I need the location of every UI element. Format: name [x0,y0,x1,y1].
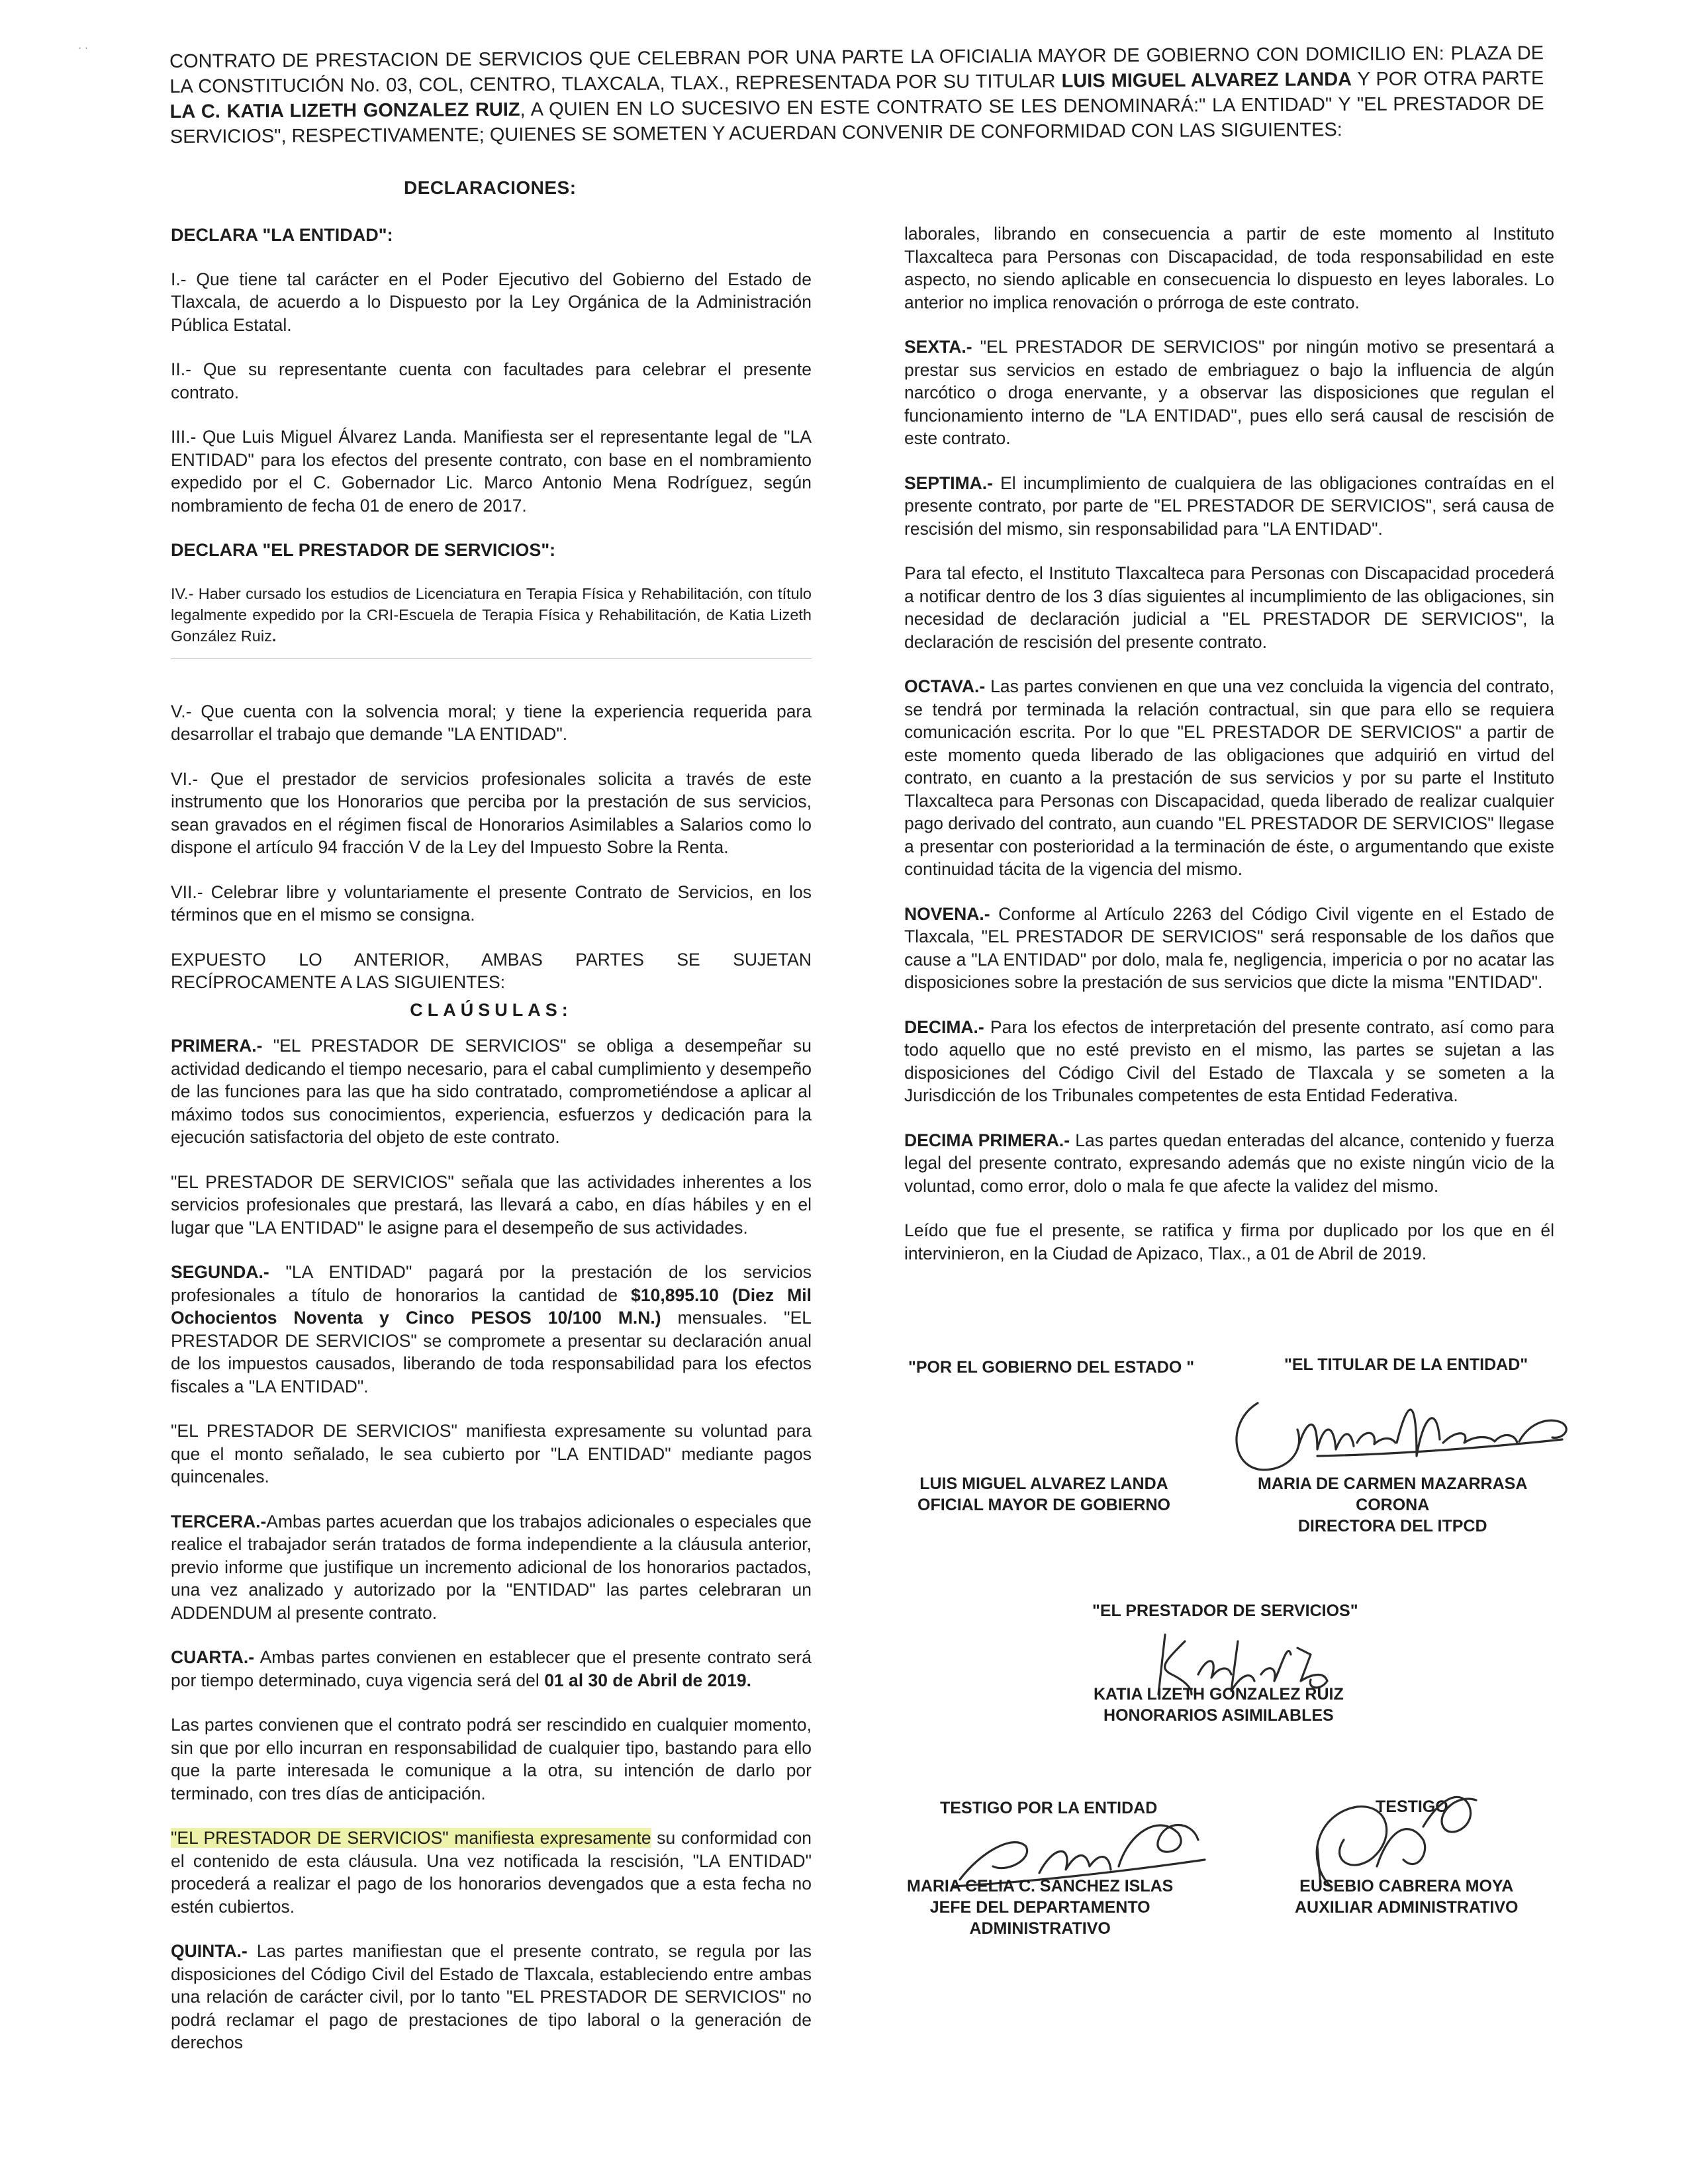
clause-decima-primera-text: Las partes quedan enteradas del alcance, contenido y fuerza legal del presente contrato, expresando además que no existe ningún vicio de la voluntad, como error, dolo o mala fe que afecte la validez del mismo. [904,1130,1554,1196]
clause-novena-text: Conforme al Artículo 2263 del Código Civil vigente en el Estado de Tlaxcala, "EL PRESTADOR DE SERVICIOS" será responsable de los daños que cause a "LA ENTIDAD" por dolo, mala fe, negligencia, impericia o por no acatar las disposiciones sobre la prestación de sus servicios que dicte la misma "ENTIDAD". [904,903,1554,992]
clause-tercera-text: Ambas partes acuerdan que los trabajos adicionales o especiales que realice el trabajador serán tratados de forma independiente a la cláusula anterior, previo informe que justifique un incremento adicional de los honorarios pactados, una vez analizado y autorizado por la "ENTIDAD" las partes celebraran un ADDENDUM al presente contrato. [171,1511,812,1623]
sig-block-titular [1258,1473,1527,1537]
clause-primera [171,1034,812,1149]
sig-gobierno-role: OFICIAL MAYOR DE GOBIERNO [917,1496,1170,1514]
clause-decima-primera [904,1129,1554,1198]
clause-sexta-heading: SEXTA.- [904,337,972,357]
scan-mark: · · [78,42,89,54]
left-column [171,224,812,2076]
clause-cuarta-3-text: su conformidad con el contenido de esta cláusula. Una vez notificada la rescisión, "LA ENTIDAD" procederá a realizar el pago de los honorarios devengados que a esta fecha no estén cubiertos. [171,1828,812,1917]
clause-octava-heading: OCTAVA.- [904,676,986,696]
heading-declara-entidad: DECLARA "LA ENTIDAD": [171,225,393,245]
clause-septima-text: El incumplimiento de cualquiera de las obligaciones contraídas en el presente contrato, por parte de "EL PRESTADOR DE SERVICIOS", será causa de rescisión del mismo, sin responsabilidad para "LA ENTIDAD". [904,473,1554,539]
declaration-v: V.- Que cuenta con la solvencia moral; y tiene la experiencia requerida para desarrollar el trabajo que demande "LA ENTIDAD". [171,701,812,744]
clause-octava [904,675,1554,881]
clause-tercera [171,1510,812,1625]
clause-quinta [171,1940,812,2054]
clause-primera-heading: PRIMERA.- [171,1036,263,1056]
sig-block-testigo-entidad [907,1876,1173,1939]
sig-testigo2-role: AUXILIAR ADMINISTRATIVO [1295,1898,1519,1917]
sig-label-gobierno: "POR EL GOBIERNO DEL ESTADO " [908,1358,1195,1377]
declaration-ii: II.- Que su representante cuenta con facultades para celebrar el presente contrato. [171,359,812,402]
clause-segunda-2: "EL PRESTADOR DE SERVICIOS" manifiesta expresamente su voluntad para que el monto señalado, le sea cubierto por "LA ENTIDAD" mediante pagos quincenales. [171,1421,812,1486]
clause-quinta-continued: laborales, librando en consecuencia a partir de este momento al Instituto Tlaxcalteca para Personas con Discapacidad, de toda responsabilidad en este aspecto, no siendo aplicable en consecuencia lo dispuesto en leyes laborales. Lo anterior no implica renovación o prórroga de este contrato. [904,224,1554,312]
sig-titular-name-1: MARIA DE CARMEN MAZARRASA [1258,1475,1528,1493]
sig-label-testigo-entidad: TESTIGO POR LA ENTIDAD [940,1799,1158,1817]
clause-cuarta-dates: 01 al 30 de Abril de 2019. [544,1670,751,1690]
clause-novena [904,903,1554,994]
sig-label-prestador: "EL PRESTADOR DE SERVICIOS" [1092,1602,1358,1620]
declaration-i: I.- Que tiene tal carácter en el Poder Ejecutivo del Gobierno del Estado de Tlaxcala, de acuerdo a lo Dispuesto por la Ley Orgánica de la Administración Pública Estatal. [171,269,812,335]
declaration-iv-end: . [271,627,277,645]
clause-segunda [171,1261,812,1398]
right-column [904,222,1554,1287]
clause-cuarta-heading: CUARTA.- [171,1647,255,1667]
clause-decima-text: Para los efectos de interpretación del presente contrato, así como para todo aquello que no esté previsto en el mismo, las partes se sujetan a las disposiciones del Código Civil del Estado de Tlaxcala y se someten a la Jurisdicción de los Tribunales competentes de esta Entidad Federativa. [904,1017,1554,1105]
clause-novena-heading: NOVENA.- [904,903,990,924]
sig-testigo1-role-2: ADMINISTRATIVO [969,1919,1111,1938]
sig-block-testigo [1295,1876,1519,1918]
sig-titular-name-2: CORONA [1356,1496,1430,1514]
header-text-2: Y POR OTRA PARTE [1351,68,1544,91]
clause-primera-2: "EL PRESTADOR DE SERVICIOS" señala que las actividades inherentes a los servicios profesionales que prestará, las llevará a cabo, en días hábiles y en el lugar que "LA ENTIDAD" le asigne para el desempeño de sus actividades. [171,1171,812,1238]
clause-sexta-text: "EL PRESTADOR DE SERVICIOS" por ningún motivo se presentará a prestar sus servicios en estado de embriaguez o bajo la influencia de algún narcótico o droga enervante, y a observar las disposiciones que regulan el funcionamiento interno de "LA ENTIDAD", pues ello será causal de rescisión de este contrato. [904,337,1554,448]
clause-decima-heading: DECIMA.- [904,1017,984,1037]
clause-tercera-heading: TERCERA.- [171,1511,267,1531]
clausulas-title: CLAÚSULAS: [410,999,573,1020]
clause-quinta-heading: QUINTA.- [171,1941,248,1961]
declaraciones-title: DECLARACIONES: [404,177,577,198]
declaration-vii: VII.- Celebrar libre y voluntariamente el presente Contrato de Servicios, en los términos que en el mismo se consigna. [171,882,812,925]
sig-prestador-role: HONORARIOS ASIMILABLES [1103,1706,1334,1725]
clause-septima-2: Para tal efecto, el Instituto Tlaxcalteca para Personas con Discapacidad procederá a notificar dentro de los 3 días siguientes al incumplimiento de las obligaciones, sin necesidad de declaración judicial a "EL PRESTADOR DE SERVICIOS", la declaración de rescisión del presente contrato. [904,563,1554,652]
sig-block-gobierno [917,1473,1170,1516]
clause-primera-text: "EL PRESTADOR DE SERVICIOS" se obliga a desempeñar su actividad dedicando el tiempo necesario, para el cabal cumplimiento y desempeño de las funciones para las que ha sido contratado, comprometiéndose a aplicar al máximo todos sus conocimientos, experiencia, esfuerzos y dedicación para la ejecución satisfactoria del objeto de este contrato. [171,1036,812,1147]
clause-segunda-heading: SEGUNDA.- [171,1262,269,1282]
clause-cuarta-3 [171,1827,812,1918]
declaration-iv-text: IV.- Haber cursado los estudios de Licenciatura en Terapia Física y Rehabilitación, con título legalmente expedido por la CRI-Escuela de Terapia Física y Rehabilitación, de Katia Lizeth González Ruiz [171,584,812,645]
clause-segunda-amount: $10,895.10 (Diez Mil Ochocientos Noventa y Cinco PESOS 10/100 M.N.) [171,1285,812,1328]
clause-decima-primera-heading: DECIMA PRIMERA.- [904,1130,1070,1150]
sig-label-testigo: TESTIGO [1376,1797,1448,1816]
contract-header [169,40,1544,150]
closing-statement: Leído que fue el presente, se ratifica y firma por duplicado por los que en él intervinieron, en la Ciudad de Apizaco, Tlax., a 01 de Abril de 2019. [904,1220,1554,1263]
expuesto-text: EXPUESTO LO ANTERIOR, AMBAS PARTES SE SUJETAN RECÍPROCAMENTE A LAS SIGUIENTES: [171,949,812,992]
clause-sexta [904,336,1554,450]
clause-segunda-text-b: mensuales. "EL PRESTADOR DE SERVICIOS" se compromete a presentar su declaración anual de los impuestos causados, liberando de toda responsabilidad para los efectos fiscales a "LA ENTIDAD". [171,1308,812,1396]
clause-decima [904,1016,1554,1107]
sig-titular-role: DIRECTORA DEL ITPCD [1297,1517,1487,1535]
clause-cuarta-2: Las partes convienen que el contrato podrá ser rescindido en cualquier momento, sin que por ello incurran en responsabilidad de cualquier tipo, bastando para ello que la parte interesada le comunique a la otra, su intención de darlo por terminado, con tres días de anticipación. [171,1715,812,1803]
clause-septima-heading: SEPTIMA.- [904,473,993,493]
declaration-iii: III.- Que Luis Miguel Álvarez Landa. Manifiesta ser el representante legal de "LA ENTIDAD" para los efectos del presente contrato, con base en el nombramiento expedido por el C. Gobernador Lic. Marco Antonio Mena Rodríguez, según nombramiento de fecha 01 de enero de 2017. [171,427,812,516]
clause-cuarta-text: Ambas partes convienen en establecer que el presente contrato será por tiempo determinado, cuya vigencia será del [171,1647,812,1690]
clause-segunda-text-a: "LA ENTIDAD" pagará por la prestación de los servicios profesionales a título de honorarios la cantidad de [171,1262,812,1305]
sig-testigo2-name: EUSEBIO CABRERA MOYA [1299,1877,1514,1895]
clause-quinta-text: Las partes manifiestan que el presente contrato, se regula por las disposiciones del Código Civil del Estado de Tlaxcala, estableciendo entre ambas una relación de carácter civil, por lo tanto "EL PRESTADOR DE SERVICIOS" no podrá reclamar el pago de prestaciones de tipo laboral o la generación de derechos [171,1941,812,2052]
heading-declara-prestador: DECLARA "EL PRESTADOR DE SERVICIOS": [171,540,556,560]
header-text-1: CONTRATO DE PRESTACION DE SERVICIOS QUE CELEBRAN POR UNA PARTE LA OFICIALIA MAYOR DE GOBIERNO CON DOMICILIO EN: PLAZA DE LA CONSTITUCIÓN No. 03, COL, CENTRO, TLAXCALA, TLAX., REPRESENTADA POR SU TITULAR [169,42,1544,97]
clause-octava-text: Las partes convienen en que una vez concluida la vigencia del contrato, se tendrá por terminada la relación contractual, sin que para ello se requiera comunicación escrita. Por lo que "EL PRESTADOR DE SERVICIOS" a partir de este momento queda liberado de las obligaciones que adquirió en virtud del contrato, en cuanto a la prestación de sus servicios y por su parte el Instituto Tlaxcalteca para Personas con Discapacidad, queda liberado de realizar cualquier pago derivado del contrato, aun cuando "EL PRESTADOR DE SERVICIOS" llegase a presentar con posterioridad a la terminación de éste, o argumentando que existe continuidad tácita de la vigencia del mismo. [904,676,1554,879]
header-name-1: LUIS MIGUEL ALVAREZ LANDA [1061,69,1352,92]
sig-testigo1-role-1: JEFE DEL DEPARTAMENTO [929,1898,1150,1917]
declaration-iv [171,583,812,647]
header-text-3: , A QUIEN EN LO SUCESIVO EN ESTE CONTRATO SE LES DENOMINARÁ:" LA ENTIDAD" Y "EL PRESTADOR DE SERVICIOS", RESPECTIVAMENTE; QUIENES SE SOMETEN Y ACUERDAN CONVENIR DE CONFORMIDAD CON LAS SIGUIENTES: [169,93,1544,148]
sig-testigo1-name: MARIA CELIA C. SANCHEZ ISLAS [907,1877,1174,1895]
clause-septima [904,472,1554,541]
header-name-2: LA C. KATIA LIZETH GONZALEZ RUIZ [169,99,520,122]
clause-cuarta [171,1646,812,1692]
sig-block-prestador [1094,1684,1344,1726]
declaration-vi: VI.- Que el prestador de servicios profesionales solicita a través de este instrumento que los Honorarios que perciba por la prestación de sus servicios, sean gravados en el régimen fiscal de Honorarios Asimilables a Salarios como lo dispone el artículo 94 fracción V de la Ley del Impuesto Sobre la Renta. [171,768,812,857]
sig-gobierno-name: LUIS MIGUEL ALVAREZ LANDA [919,1475,1168,1493]
sig-prestador-name: KATIA LIZETH GONZALEZ RUIZ [1094,1685,1344,1704]
highlighted-text: "EL PRESTADOR DE SERVICIOS" manifiesta expresamente [171,1828,651,1848]
sig-label-titular: "EL TITULAR DE LA ENTIDAD" [1284,1355,1528,1374]
